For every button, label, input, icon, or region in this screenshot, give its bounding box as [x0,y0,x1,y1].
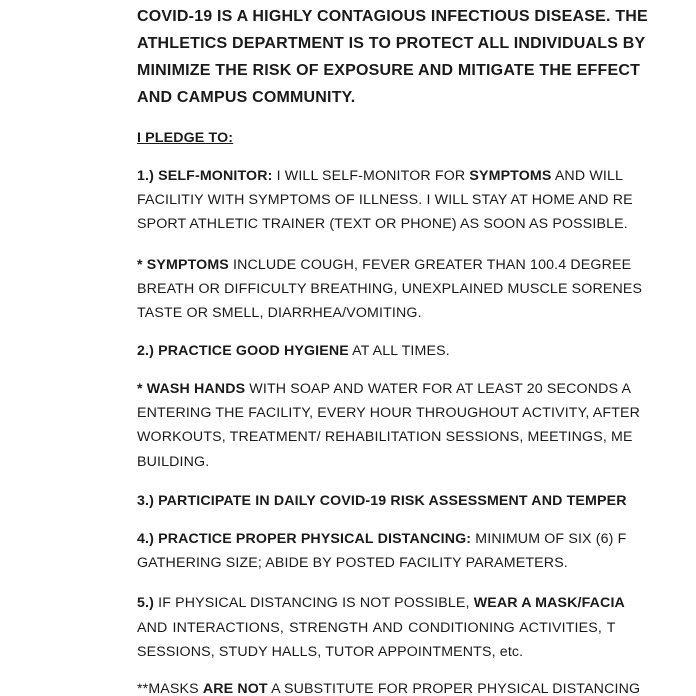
intro-line-2: ATHLETICS DEPARTMENT IS TO PROTECT ALL INDIVIDUALS BY [137,35,646,52]
masks-text-c: A SUBSTITUTE FOR PROPER PHYSICAL DISTANCING [267,681,641,696]
symptoms-line-3: TASTE OR SMELL, DIARRHEA/VOMITING. [137,305,422,321]
masks-line [137,680,640,696]
item1-label: 1.) SELF-MONITOR: [137,168,273,184]
item5-line-2: AND INTERACTIONS, STRENGTH AND CONDITIONING ACTIVITIES, T [137,620,616,636]
symptoms-line-1 [137,256,631,274]
item1-line-3: SPORT ATHLETIC TRAINER (TEXT OR PHONE) AS SOON AS POSSIBLE. [137,216,628,232]
item1-text-c: AND WILL [551,168,624,184]
item4-line-1 [137,530,626,548]
intro-line-1: COVID-19 IS A HIGHLY CONTAGIOUS INFECTIOUS DISEASE. THE [137,8,648,25]
pledge-heading: I PLEDGE TO: [137,130,234,146]
item4-line-2: GATHERING SIZE; ABIDE BY POSTED FACILITY PARAMETERS. [137,555,568,571]
masks-text-a: **MASKS [137,681,203,696]
wash-line-4: BUILDING. [137,454,210,470]
item1-line-1 [137,167,623,185]
symptoms-line-2: BREATH OR DIFFICULTY BREATHING, UNEXPLAINED MUSCLE SORENES [137,281,643,297]
item2-label: 2.) PRACTICE GOOD HYGIENE [137,343,349,359]
wash-line-3: WORKOUTS, TREATMENT/ REHABILITATION SESSIONS, MEETINGS, ME [137,429,633,445]
item5-line-3: SESSIONS, STUDY HALLS, TUTOR APPOINTMENTS, etc. [137,644,524,660]
item5-text-a: IF PHYSICAL DISTANCING IS NOT POSSIBLE, [154,595,474,611]
wash-line-1 [137,380,631,398]
wash-label: * WASH HANDS [137,381,246,397]
item1-line-2: FACILITIY WITH SYMPTOMS OF ILLNESS. I WILL STAY AT HOME AND RE [137,192,633,208]
item4-label: 4.) PRACTICE PROPER PHYSICAL DISTANCING: [137,531,472,547]
symptoms-label: * SYMPTOMS [137,257,229,273]
symptoms-text: INCLUDE COUGH, FEVER GREATER THAN 100.4 DEGREE [228,257,632,273]
wash-line-2: ENTERING THE FACILITY, EVERY HOUR THROUGHOUT ACTIVITY, AFTER [137,405,641,421]
item3-line: 3.) PARTICIPATE IN DAILY COVID-19 RISK ASSESSMENT AND TEMPER [137,493,627,509]
item5-label: 5.) [137,595,155,611]
intro-line-3: MINIMIZE THE RISK OF EXPOSURE AND MITIGATE THE EFFECT [137,62,641,79]
item5-line-1 [137,594,625,612]
item2-line [137,342,450,360]
intro-line-4: AND CAMPUS COMMUNITY. [137,89,356,106]
item1-text-a: I WILL SELF-MONITOR FOR [272,168,470,184]
item2-text: AT ALL TIMES. [348,343,450,359]
masks-are-not: ARE NOT [202,681,268,696]
item4-text: MINIMUM OF SIX (6) F [471,531,627,547]
item5-mask-text: WEAR A MASK/FACIA [473,595,625,611]
item1-symptoms: SYMPTOMS [469,168,552,184]
wash-text: WITH SOAP AND WATER FOR AT LEAST 20 SECONDS A [245,381,632,397]
